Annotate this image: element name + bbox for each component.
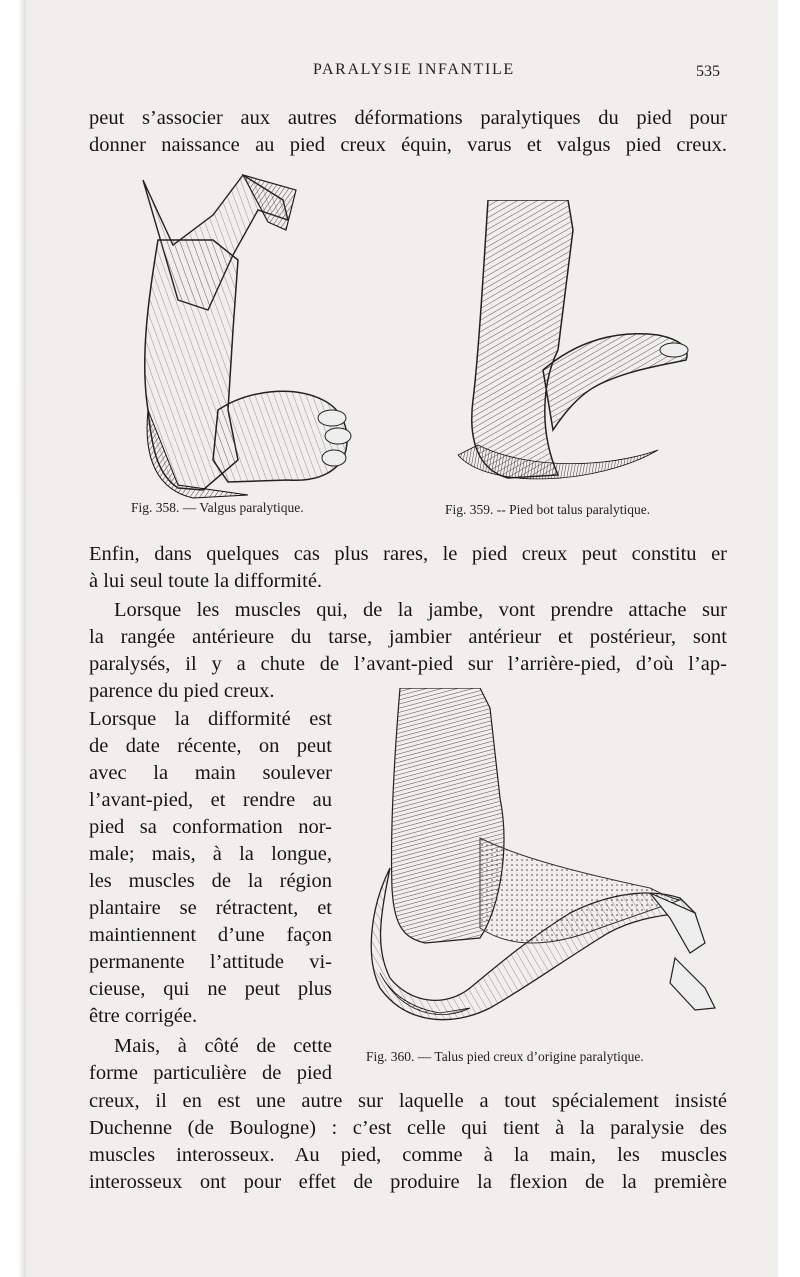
foot-valgus-illustration: [118, 160, 368, 500]
figure-caption: Fig. 358. — Valgus paralytique.: [131, 500, 304, 515]
text-line: avec la main soulever: [89, 762, 332, 784]
foot-talus-illustration: [448, 200, 698, 490]
text-line: forme particulière de pied: [89, 1062, 332, 1084]
text-line: paralysés, il y a chute de l’avant-pied sur l’arrière-pied, d’où l’ap-: [89, 653, 727, 675]
figure-caption: Fig. 360. — Talus pied creux d’origine paralytique.: [366, 1049, 644, 1064]
text-line: à lui seul toute la difformité.: [89, 570, 323, 592]
text-line: interosseux ont pour effet de produire la flexion de la première: [89, 1171, 727, 1193]
text-line: muscles interosseux. Au pied, comme à la main, les muscles: [89, 1144, 727, 1166]
text-line: creux, il en est une autre sur laquelle a tout spécialement insisté: [89, 1090, 727, 1112]
text-line: être corrigée.: [89, 1005, 198, 1027]
text-line: cieuse, qui ne peut plus: [89, 978, 332, 1000]
text-line: Enfin, dans quelques cas plus rares, le pied creux peut constitu er: [89, 543, 727, 565]
text-line: Lorsque les muscles qui, de la jambe, vont prendre attache sur: [114, 599, 727, 621]
text-line: parence du pied creux.: [89, 680, 275, 702]
text-line: la rangée antérieure du tarse, jambier antérieur et postérieur, sont: [89, 626, 727, 648]
foot-talus-cavus-illustration: [350, 688, 725, 1038]
text-line: Duchenne (de Boulogne) : c’est celle qui tient à la paralysie des: [89, 1117, 727, 1139]
text-line: les muscles de la région: [89, 870, 332, 892]
text-line: plantaire se rétractent, et: [89, 897, 332, 919]
text-line: donner naissance au pied creux équin, varus et valgus pied creux.: [89, 134, 727, 156]
text-line: Lorsque la difformité est: [89, 708, 332, 730]
text-line: permanente l’attitude vi-: [89, 951, 332, 973]
text-line: l’avant-pied, et rendre au: [89, 789, 332, 811]
text-line: pied sa conformation nor-: [89, 816, 332, 838]
text-line: Mais, à côté de cette: [114, 1035, 332, 1057]
page-number: 535: [696, 63, 720, 80]
running-title: PARALYSIE INFANTILE: [313, 61, 515, 78]
text-line: de date récente, on peut: [89, 735, 332, 757]
text-line: male; mais, à la longue,: [89, 843, 332, 865]
text-line: maintiennent d’une façon: [89, 924, 332, 946]
figure-caption: Fig. 359. -- Pied bot talus paralytique.: [445, 502, 651, 517]
text-line: peut s’associer aux autres déformations paralytiques du pied pour: [89, 107, 727, 129]
